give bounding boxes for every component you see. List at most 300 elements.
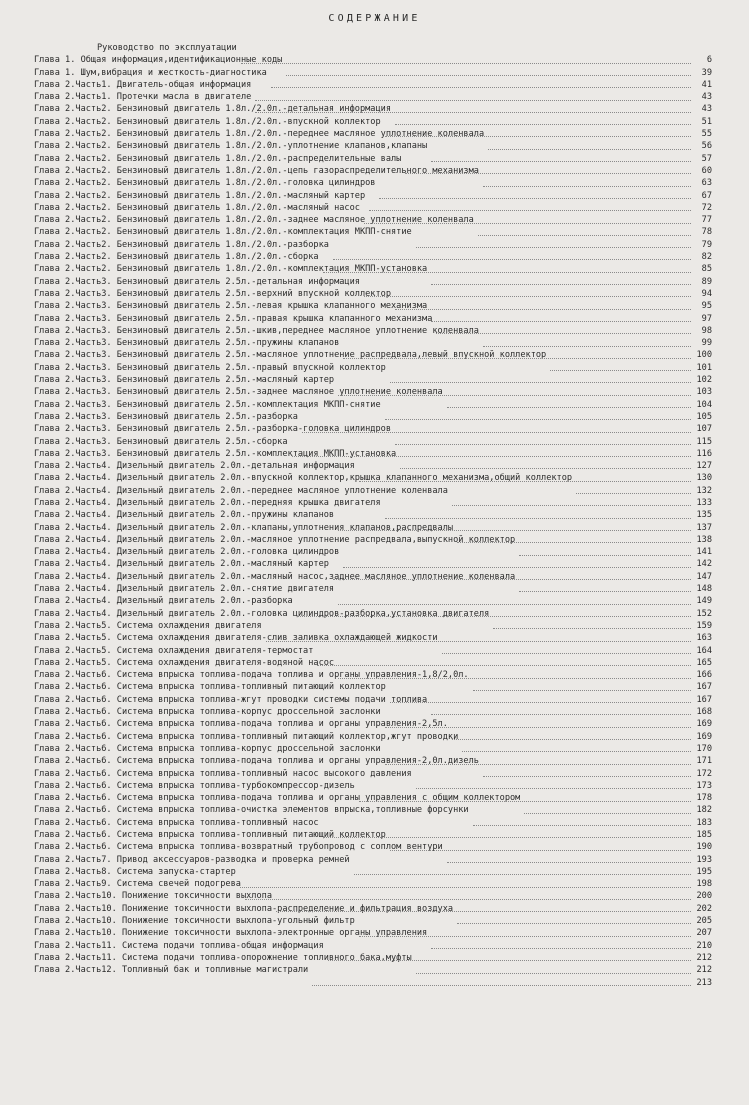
toc-entry-label: Глава 2.Часть6. Система впрыска топлива-подача топлива и органы управления-1,8/2,0л. [34,670,469,681]
dot-leader [369,210,691,211]
dot-leader [457,923,691,924]
toc-entry-page: 116 [696,448,712,459]
dot-leader [550,370,691,371]
toc-entry-label: Глава 2.Часть3. Бензиновый двигатель 2.5л.-заднее масляное уплотнение коленвала [34,387,443,398]
toc-entry-label: Глава 2.Часть4. Дизельный двигатель 2.0л.-снятие двигателя [34,584,335,595]
toc-entry [0,583,749,595]
toc-entry [0,768,749,780]
toc-entry-label: Глава 2.Часть12. Топливный бак и топливные магистрали [34,965,309,976]
dot-leader [478,235,691,236]
toc-entry-page: 55 [701,129,712,140]
toc-entry-page: 105 [696,411,712,422]
toc-entry-page: 200 [696,891,712,902]
dot-leader [390,382,691,383]
dot-leader [447,862,691,863]
dot-leader [483,776,691,777]
toc-entry [0,977,749,989]
toc-entry-label: Глава 2.Часть2. Бензиновый двигатель 1.8л./2.0л.-распределительные валы [34,153,402,164]
toc-entry-page: 104 [696,399,712,410]
toc-entry [0,608,749,620]
toc-entry-page: 213 [696,977,712,988]
toc-entry [0,509,749,521]
toc-entry [0,103,749,115]
dot-leader [255,112,691,113]
toc-entry [0,436,749,448]
toc-entry [0,854,749,866]
toc-entry [0,595,749,607]
toc-entry [0,79,749,91]
toc-entry-page: 168 [696,707,712,718]
dot-leader [431,714,691,715]
dot-leader [390,702,691,703]
toc-entry-label: Глава 2.Часть3. Бензиновый двигатель 2.5л.-сборка [34,436,288,447]
toc-entry-page: 198 [696,879,712,890]
toc-entry-page: 149 [696,596,712,607]
toc-entry [0,571,749,583]
toc-entry [0,349,749,361]
toc-entry-label: Глава 2.Часть4. Дизельный двигатель 2.0л.-масляный картер [34,559,329,570]
toc-entry-page: 130 [696,473,712,484]
toc-entry-label: Глава 2.Часть6. Система впрыска топлива-топливный насос [34,817,319,828]
page-title: СОДЕРЖАНИЕ [328,13,421,24]
toc-entry [0,743,749,755]
toc-entry-page: 167 [696,694,712,705]
toc-entry-label: Глава 2.Часть11. Система подачи топлива-опорожнение топливного бака,муфты [34,952,412,963]
toc-entry-label: Глава 2.Часть3. Бензиновый двигатель 2.5л.-правый впускной коллектор [34,362,386,373]
dot-leader [323,272,691,273]
dot-leader [364,296,691,297]
toc-entry-page: 212 [696,952,712,963]
toc-entry-page: 79 [701,239,712,250]
toc-entry-label: Глава 2.Часть3. Бензиновый двигатель 2.5л.-пружины клапанов [34,338,340,349]
toc-entry-page: 51 [701,116,712,127]
toc-entry-label: Глава 2.Часть2. Бензиновый двигатель 1.8л./2.0л.-детальная информация [34,104,391,115]
dot-leader [241,63,691,64]
toc-entry [0,42,749,54]
toc-entry-label: Глава 2.Часть3. Бензиновый двигатель 2.5л.-правая крышка клапанного механизма [34,313,433,324]
toc-entry-label: Глава 2.Часть10. Понижение токсичности выхлопа [34,891,272,902]
toc-entry [0,288,749,300]
toc-entry-label: Глава 2.Часть3. Бензиновый двигатель 2.5л.-разборка-головка цилиндров [34,424,391,435]
dot-leader [266,641,691,642]
toc-entry-label: Глава 2.Часть6. Система впрыска топлива-топливный питающий коллектор,жгут проводки [34,731,459,742]
dot-leader [364,223,691,224]
toc-entry-label: Глава 2.Часть4. Дизельный двигатель 2.0л.-пружины клапанов [34,510,335,521]
toc-entry-page: 133 [696,497,712,508]
toc-entry-label: Глава 2.Часть3. Бензиновый двигатель 2.5л.-верхний впускной коллектор [34,288,391,299]
toc-entry-page: 137 [696,522,712,533]
toc-entry-page: 101 [696,362,712,373]
dot-leader [493,628,691,629]
toc-entry [0,731,749,743]
toc-entry-page: 212 [696,965,712,976]
toc-entry [0,263,749,275]
dot-leader [416,247,691,248]
toc-entry [0,632,749,644]
toc-entry-page: 171 [696,756,712,767]
toc-entry-page: 182 [696,805,712,816]
toc-entry [0,755,749,767]
toc-entry-label: Глава 2.Часть6. Система впрыска топлива-топливный питающий коллектор [34,682,386,693]
toc-entry-page: 152 [696,608,712,619]
toc-entry-label: Глава 2.Часть2. Бензиновый двигатель 1.8л./2.0л.-переднее масляное уплотнение коленвала [34,129,485,140]
toc-entry-label: Глава 2.Часть6. Система впрыска топлива-подача топлива и органы управления-2,0л.дизель [34,756,479,767]
toc-entry-page: 164 [696,645,712,656]
toc-entry-label: Глава 2.Часть5. Система охлаждения двигателя-слив заливка охлаждающей жидкости [34,633,438,644]
toc-entry-label: Глава 2.Часть4. Дизельный двигатель 2.0л.-клапаны,уплотнения клапанов,распредвалы [34,522,454,533]
dot-leader [240,887,691,888]
toc-entry-label: Глава 2.Часть2. Бензиновый двигатель 1.8л./2.0л.-цепь газораспределительного механизма [34,165,479,176]
dot-leader [524,813,691,814]
toc-entry-page: 147 [696,571,712,582]
toc-entry-page: 77 [701,215,712,226]
dot-leader [488,149,691,150]
dot-leader [359,481,691,482]
toc-entry-page: 132 [696,485,712,496]
toc-entry [0,718,749,730]
toc-entry-label: Глава 2.Часть9. Система свечей подогрева [34,879,241,890]
toc-entry-label: Глава 2.Часть2. Бензиновый двигатель 1.8л./2.0л.-уплотнение клапанов,клапаны [34,141,428,152]
toc-entry [0,239,749,251]
toc-entry [0,927,749,939]
dot-leader [442,653,691,654]
toc-entry [0,116,749,128]
toc-entry [0,804,749,816]
toc-entry [0,276,749,288]
dot-leader [338,604,691,605]
dot-leader [483,186,691,187]
toc-entry [0,399,749,411]
toc-entry-page: 173 [696,780,712,791]
dot-leader [312,985,691,986]
toc-entry [0,964,749,976]
toc-entry-label: Глава 2.Часть4. Дизельный двигатель 2.0л.-масляное уплотнение распредвала,выпускной коллектор [34,534,516,545]
dot-leader [452,739,691,740]
toc-entry [0,558,749,570]
toc-entry-page: 195 [696,866,712,877]
toc-entry-page: 166 [696,670,712,681]
toc-entry [0,386,749,398]
toc-entry [0,497,749,509]
dot-leader [462,751,691,752]
dot-leader [338,530,691,531]
toc-entry-label: Глава 2.Часть4. Дизельный двигатель 2.0л.-разборка [34,596,293,607]
toc-entry [0,337,749,349]
toc-entry [0,915,749,927]
dot-leader [255,100,691,101]
toc-entry-page: 97 [701,313,712,324]
toc-entry-page: 107 [696,424,712,435]
toc-entry-label: Глава 1. Общая информация,идентификационные коды [34,55,283,66]
toc-entry-page: 78 [701,227,712,238]
toc-entry-page: 142 [696,559,712,570]
toc-entry [0,657,749,669]
toc-entry-page: 72 [701,202,712,213]
toc-entry-label: Глава 2.Часть6. Система впрыска топлива-подача топлива и органы управления-2,5л. [34,719,448,730]
toc-entry [0,128,749,140]
dot-leader [338,678,691,679]
toc-entry [0,940,749,952]
toc-entry-page: 148 [696,584,712,595]
toc-entry-page: 169 [696,731,712,742]
toc-entry-page: 99 [701,338,712,349]
toc-entry [0,226,749,238]
toc-entry [0,952,749,964]
toc-entry-label: Глава 2.Часть3. Бензиновый двигатель 2.5л.-комплектация МКПП-снятие [34,399,381,410]
toc-entry-label: Глава 2.Часть2. Бензиновый двигатель 1.8л./2.0л.-комплектация МКПП-снятие [34,227,412,238]
toc-entry-label: Глава 2.Часть2. Бензиновый двигатель 1.8л./2.0л.-заднее масляное уплотнение коленвала [34,215,474,226]
toc-entry-page: 41 [701,79,712,90]
toc-entry-page: 94 [701,288,712,299]
toc-entry-label: Глава 2.Часть8. Система запуска-стартер [34,866,236,877]
toc-entry-label: Глава 2.Часть4. Дизельный двигатель 2.0л.-головка цилиндров-разборка,установка двигателя [34,608,490,619]
toc-entry [0,903,749,915]
dot-leader [416,973,691,974]
dot-leader [354,874,691,875]
dot-leader [297,616,691,617]
toc-entry-label: Глава 2.Часть10. Понижение токсичности выхлопа-угольный фильтр [34,916,355,927]
toc-entry-label: Глава 2.Часть2. Бензиновый двигатель 1.8л./2.0л.-головка цилиндров [34,178,376,189]
dot-leader [343,567,691,568]
toc-entry [0,214,749,226]
toc-entry [0,681,749,693]
toc-entry-page: 170 [696,743,712,754]
toc-entry-label: Глава 2.Часть5. Система охлаждения двигателя-термостат [34,645,314,656]
toc-entry [0,362,749,374]
toc-entry [0,780,749,792]
toc-entry-page: 190 [696,842,712,853]
toc-entry [0,472,749,484]
dot-leader [431,161,691,162]
toc-entry-label: Глава 2.Часть4. Дизельный двигатель 2.0л.-масляный насос,заднее масляное уплотнение коленвала [34,571,516,582]
toc-entry-page: 67 [701,190,712,201]
toc-entry [0,91,749,103]
toc-entry-label: Глава 2.Часть3. Бензиновый двигатель 2.5л.-разборка [34,411,298,422]
dot-leader [431,284,691,285]
toc-entry-label: Глава 2.Часть2. Бензиновый двигатель 1.8л./2.0л.-впускной коллектор [34,116,381,127]
toc-entry-label: Глава 2.Часть6. Система впрыска топлива-подача топлива и органы управления с общим коллектором [34,793,521,804]
toc-entry-label: Глава 1. Шум,вибрация и жесткость-диагностика [34,67,267,78]
toc-entry-label: Глава 2.Часть6. Система впрыска топлива-корпус дроссельной заслонки [34,743,381,754]
dot-leader [333,259,691,260]
toc-entry-label: Глава 2.Часть10. Понижение токсичности выхлопа-электронные органы управления [34,928,428,939]
toc-entry-page: 127 [696,461,712,472]
toc-entry-label: Руководство по эксплуатации [97,43,237,53]
toc-entry-page: 202 [696,903,712,914]
toc-entry-label: Глава 2.Часть2. Бензиновый двигатель 1.8л./2.0л.-сборка [34,252,319,263]
toc-entry-label: Глава 2.Часть6. Система впрыска топлива-жгут проводки системы подачи топлива [34,694,428,705]
dot-leader [359,801,691,802]
dot-leader [431,321,691,322]
toc-entry-label: Глава 2.Часть1. Протечки масла в двигателе [34,92,252,103]
toc-entry-label: Глава 2.Часть2. Бензиновый двигатель 1.8л./2.0л.-комплектация МКПП-установка [34,264,428,275]
toc-entry-label: Глава 2.Часть6. Система впрыска топлива-корпус дроссельной заслонки [34,707,381,718]
dot-leader [385,518,691,519]
toc-entry-page: 56 [701,141,712,152]
dot-leader [359,936,691,937]
dot-leader [519,591,691,592]
toc-entry [0,817,749,829]
toc-entry [0,645,749,657]
dot-leader [276,911,691,912]
toc-entry-label: Глава 2.Часть6. Система впрыска топлива-возвратный трубопровод с соплом вентури [34,842,443,853]
toc-entry-label: Глава 2.Часть2. Бензиновый двигатель 1.8л./2.0л.-разборка [34,239,329,250]
dot-leader [452,505,691,506]
toc-entry-page: 135 [696,510,712,521]
toc-entry-page: 103 [696,387,712,398]
toc-entry-page: 163 [696,633,712,644]
toc-entry [0,841,749,853]
toc-entry-page: 63 [701,178,712,189]
toc-entry-page: 89 [701,276,712,287]
toc-entry-page: 210 [696,940,712,951]
toc-entry-label: Глава 2.Часть2. Бензиновый двигатель 1.8л./2.0л.-масляный картер [34,190,366,201]
dot-leader [338,395,691,396]
toc-entry [0,829,749,841]
toc-entry-page: 85 [701,264,712,275]
dot-leader [390,850,691,851]
toc-entry-page: 138 [696,534,712,545]
toc-entry-label: Глава 2.Часть4. Дизельный двигатель 2.0л.-переднее масляное уплотнение коленвала [34,485,448,496]
toc-entry-label: Глава 2.Часть2. Бензиновый двигатель 1.8л./2.0л.-масляный насос [34,202,360,213]
dot-leader [328,960,691,961]
toc-entry-label: Глава 2.Часть11. Система подачи топлива-общая информация [34,940,324,951]
dot-leader [385,727,691,728]
toc-entry-page: 167 [696,682,712,693]
toc-entry-label: Глава 2.Часть6. Система впрыска топлива-очистка элементов впрыска,топливные форсунки [34,805,469,816]
toc-entry-label: Глава 2.Часть7. Привод аксессуаров-разводка и проверка ремней [34,854,350,865]
toc-entry [0,866,749,878]
toc-entry [0,325,749,337]
toc-entry-label: Глава 2.Часть10. Понижение токсичности выхлопа-распределение и фильтрация воздуха [34,903,454,914]
toc-entry-label: Глава 2.Часть3. Бензиновый двигатель 2.5л.-комплектация МКПП-установка [34,448,397,459]
dot-leader [395,124,691,125]
toc-entry [0,251,749,263]
toc-entry [0,460,749,472]
dot-leader [385,136,691,137]
dot-leader [576,493,691,494]
toc-entry [0,485,749,497]
toc-entry [0,411,749,423]
toc-entry-label: Глава 2.Часть6. Система впрыска топлива-топливный питающий коллектор [34,830,386,840]
toc-entry-label: Глава 2.Часть3. Бензиновый двигатель 2.5л.-масляный картер [34,375,335,386]
toc-entry-page: 165 [696,657,712,668]
dot-leader [317,665,691,666]
dot-leader [400,468,691,469]
toc-entry [0,546,749,558]
toc-entry-label: Глава 2.Часть5. Система охлаждения двигателя [34,620,262,631]
toc-entry-label: Глава 2.Часть1. Двигатель-общая информация [34,79,252,90]
dot-leader [447,407,691,408]
toc-entry-page: 100 [696,350,712,361]
dot-leader [379,198,691,199]
toc-entry-page: 60 [701,165,712,176]
dot-leader [343,358,691,359]
toc-entry [0,706,749,718]
toc-entry-page: 141 [696,547,712,558]
toc-entry [0,153,749,165]
dot-leader [395,444,691,445]
toc-entry [0,522,749,534]
toc-entry [0,190,749,202]
toc-entry [0,177,749,189]
toc-entry-label: Глава 2.Часть4. Дизельный двигатель 2.0л.-детальная информация [34,461,355,472]
toc-entry-label: Глава 2.Часть3. Бензиновый двигатель 2.5л.-левая крышка клапанного механизма [34,301,428,312]
toc-entry-label: Глава 2.Часть4. Дизельный двигатель 2.0л.-впускной коллектор,крышка клапанного механизма,общий коллектор [34,473,573,484]
toc-entry [0,448,749,460]
toc-entry-label: Глава 2.Часть3. Бензиновый двигатель 2.5л.-детальная информация [34,276,360,287]
dot-leader [457,542,691,543]
dot-leader [473,690,691,691]
toc-entry [0,54,749,66]
dot-leader [405,173,691,174]
toc-entry [0,534,749,546]
dot-leader [286,75,691,76]
dot-leader [323,837,691,838]
toc-entry-label: Глава 2.Часть3. Бензиновый двигатель 2.5л.-масляное уплотнение распредвала,левый впускной коллектор [34,350,547,361]
toc-entry-page: 98 [701,325,712,336]
dot-leader [431,948,691,949]
toc-entry-label: Глава 2.Часть6. Система впрыска топлива-топливный насос высокого давления [34,768,412,779]
dot-leader [473,825,691,826]
dot-leader [416,788,691,789]
dot-leader [483,346,691,347]
toc-entry-label: Глава 2.Часть3. Бензиновый двигатель 2.5л.-шкив,переднее масляное уплотнение коленвала [34,325,479,336]
toc-entry [0,620,749,632]
toc-entry-page: 193 [696,854,712,865]
toc-entry-page: 57 [701,153,712,164]
dot-leader [385,419,691,420]
toc-entry-page: 39 [701,67,712,78]
toc-entry [0,792,749,804]
toc-entry-page: 43 [701,92,712,103]
dot-leader [519,555,691,556]
toc-entry-page: 6 [706,55,712,66]
toc-entry [0,67,749,79]
toc-entry [0,669,749,681]
toc-entry [0,202,749,214]
toc-entry [0,890,749,902]
toc-entry [0,165,749,177]
toc-entry-label: Глава 2.Часть4. Дизельный двигатель 2.0л.-головка цилиндров [34,547,340,558]
dot-leader [245,899,691,900]
toc-entry [0,313,749,325]
toc-entry-page: 115 [696,436,712,447]
toc-entry-page: 102 [696,375,712,386]
toc-entry-label: Глава 2.Часть6. Система впрыска топлива-турбокомпрессор-дизель [34,780,355,791]
toc-entry [0,140,749,152]
toc-entry-page: 183 [696,817,712,828]
dot-leader [271,87,691,88]
dot-leader [292,456,691,457]
dot-leader [385,764,691,765]
toc-entry-page: 207 [696,928,712,939]
toc-entry-page: 205 [696,916,712,927]
dot-leader [302,432,691,433]
toc-entry [0,694,749,706]
toc-entry [0,374,749,386]
toc-entry-label: Глава 2.Часть5. Система охлаждения двигателя-водяной насос [34,657,335,668]
toc-entry-page: 82 [701,252,712,263]
toc-entry-page: 169 [696,719,712,730]
dot-leader [333,579,691,580]
toc-entry-page: 159 [696,620,712,631]
toc-entry-page: 95 [701,301,712,312]
dot-leader [436,333,691,334]
toc-entry [0,878,749,890]
toc-entry-label: Глава 2.Часть4. Дизельный двигатель 2.0л.-передняя крышка двигателя [34,497,381,508]
toc-entry [0,423,749,435]
